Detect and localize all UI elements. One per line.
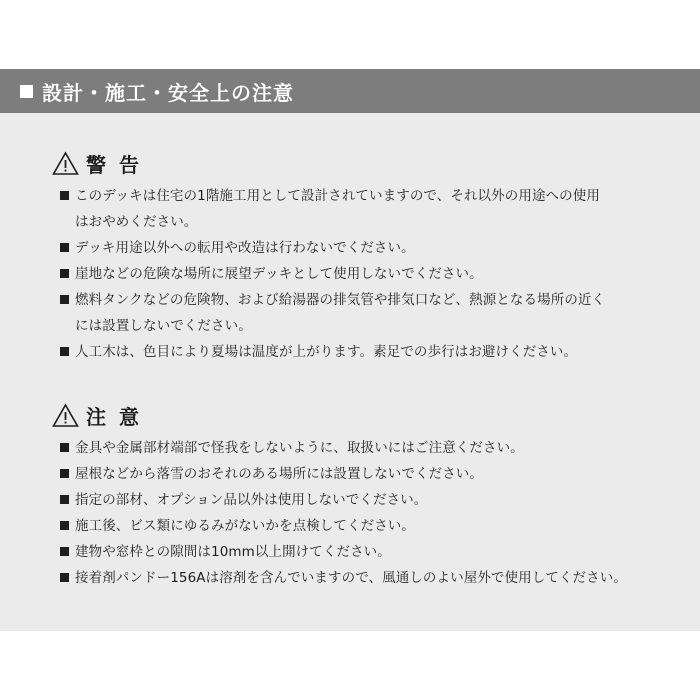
bullet-square — [60, 573, 69, 582]
list-item — [0, 513, 700, 539]
caution-section — [0, 401, 700, 586]
item-text-continued: には設置しないでください。 — [75, 318, 252, 334]
page-title: 設計・施工・安全上の注意 — [42, 80, 294, 105]
list-item — [0, 539, 700, 565]
bullet-square — [60, 469, 69, 478]
list-item — [0, 461, 700, 487]
list-item — [0, 261, 700, 287]
bullet-square — [60, 521, 69, 530]
item-text: 屋根などから落雪のおそれのある場所には設置しないでください。 — [75, 466, 483, 482]
list-item — [0, 487, 700, 513]
notice-panel — [0, 113, 700, 631]
item-text-continued: はおやめください。 — [75, 214, 198, 230]
item-text: 燃料タンクなどの危険物、および給湯器の排気管や排気口など、熱源となる場所の近く — [75, 292, 606, 308]
bullet-square — [60, 269, 69, 278]
bullet-square — [60, 243, 69, 252]
bullet-square — [60, 191, 69, 200]
warning-triangle-icon — [52, 403, 79, 428]
item-text: 建物や窓枠との隙間は10mm以上開けてください。 — [75, 544, 391, 560]
caution-title: 注 意 — [86, 404, 142, 429]
item-text: 施工後、ビス類にゆるみがないかを点検してください。 — [75, 518, 415, 534]
item-text: デッキ用途以外への転用や改造は行わないでください。 — [75, 240, 415, 256]
list-item — [0, 287, 700, 339]
warning-triangle-icon — [52, 151, 79, 176]
item-text: 金具や金属部材端部で怪我をしないように、取扱いにはご注意ください。 — [75, 440, 524, 456]
section-header-bar — [0, 69, 700, 113]
item-text: 接着剤パンドー156Aは溶剤を含んでいますので、風通しのよい屋外で使用してください。 — [75, 570, 627, 586]
list-item — [0, 235, 700, 261]
item-text: 指定の部材、オプション品以外は使用しないでください。 — [75, 492, 428, 508]
caution-heading — [0, 401, 700, 429]
item-text: 人工木は、色目により夏場は温度が上がります。素足での歩行はお避けください。 — [75, 344, 578, 360]
header-bullet-square — [20, 85, 33, 98]
warning-heading — [0, 149, 700, 177]
warning-list — [0, 183, 700, 365]
list-item — [0, 183, 700, 235]
item-text: このデッキは住宅の1階施工用として設計されていますので、それ以外の用途への使用 — [75, 188, 600, 204]
bullet-square — [60, 295, 69, 304]
list-item — [0, 435, 700, 461]
list-item — [0, 339, 700, 365]
warning-section — [0, 149, 700, 360]
bullet-square — [60, 547, 69, 556]
bullet-square — [60, 443, 69, 452]
item-text: 崖地などの危険な場所に展望デッキとして使用しないでください。 — [75, 266, 483, 282]
list-item — [0, 565, 700, 591]
bullet-square — [60, 495, 69, 504]
caution-list — [0, 435, 700, 591]
warning-title: 警 告 — [86, 152, 142, 177]
bullet-square — [60, 347, 69, 356]
